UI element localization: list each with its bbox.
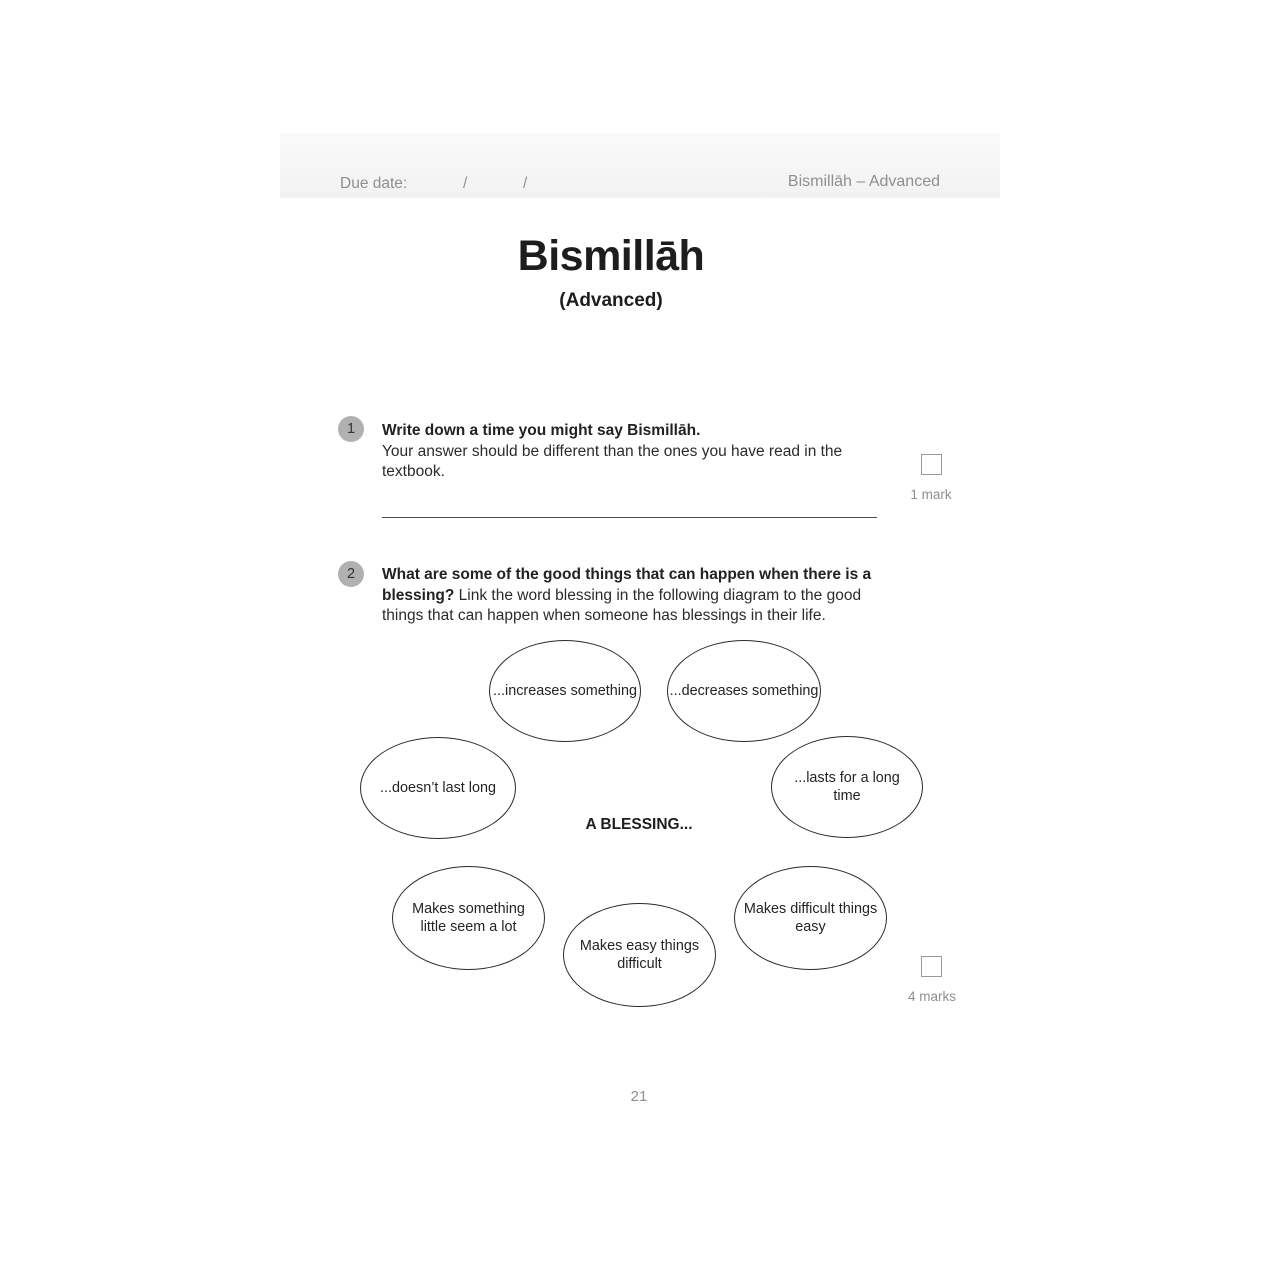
question-2-mark-checkbox[interactable] [921, 956, 942, 977]
question-1-marks-label: 1 mark [910, 487, 952, 502]
bubble-lasts-long-time[interactable] [771, 736, 923, 838]
due-date-slash-month: / [523, 175, 528, 192]
bubble-makes-difficult-easy-label: Makes difficult things easy [743, 900, 878, 935]
question-2-prompt-rest: Link the word blessing in the following diagram to the good things that can happen when someone has blessings in their life. [382, 586, 862, 624]
bubble-increases-something[interactable] [489, 640, 641, 742]
title-block [280, 232, 942, 312]
page-subtitle: (Advanced) [559, 290, 663, 311]
question-2-marks-label: 4 marks [907, 989, 956, 1004]
question-1-prompt-bold: Write down a time you might say Bismillāh. [382, 422, 701, 439]
question-1-number [338, 416, 364, 442]
running-title: Bismillāh – Advanced [787, 173, 940, 190]
question-1-mark-checkbox[interactable] [921, 454, 942, 475]
question-1-number-text: 1 [346, 421, 356, 437]
due-date-label: Due date: [340, 175, 408, 192]
bubble-decreases-something[interactable] [667, 640, 821, 742]
bubble-increases-something-label: ...increases something [493, 682, 637, 699]
due-date-slash-day: / [463, 175, 468, 192]
bubble-decreases-something-label: ...decreases something [669, 682, 819, 699]
diagram-center-label: A BLESSING... [585, 816, 693, 833]
bubble-doesnt-last-long[interactable] [360, 737, 516, 839]
question-2-prompt-bold: What are some of the good things that can happen when there is a blessing? [382, 566, 872, 604]
bubble-makes-easy-difficult-label: Makes easy things difficult [579, 937, 700, 972]
page-number: 21 [630, 1088, 648, 1105]
question-1-answer-line[interactable] [382, 517, 877, 518]
bubble-makes-little-seem-lot[interactable] [392, 866, 545, 970]
bubble-doesnt-last-long-label: ...doesn’t last long [380, 779, 496, 796]
question-1-prompt-rest: Your answer should be different than the ones you have read in the textbook. [382, 442, 843, 480]
question-2-number-text: 2 [346, 566, 356, 582]
question-2-text [382, 565, 892, 627]
header-bar [280, 133, 1000, 198]
bubble-makes-little-seem-lot-label: Makes something little seem a lot [412, 900, 525, 935]
page-title: Bismillāh [517, 232, 705, 280]
bubble-makes-difficult-easy[interactable] [734, 866, 887, 970]
question-1-text [382, 421, 892, 483]
bubble-makes-easy-difficult[interactable] [563, 903, 716, 1007]
question-2-number [338, 561, 364, 587]
bubble-lasts-long-time-label: ...lasts for a long time [794, 769, 900, 804]
